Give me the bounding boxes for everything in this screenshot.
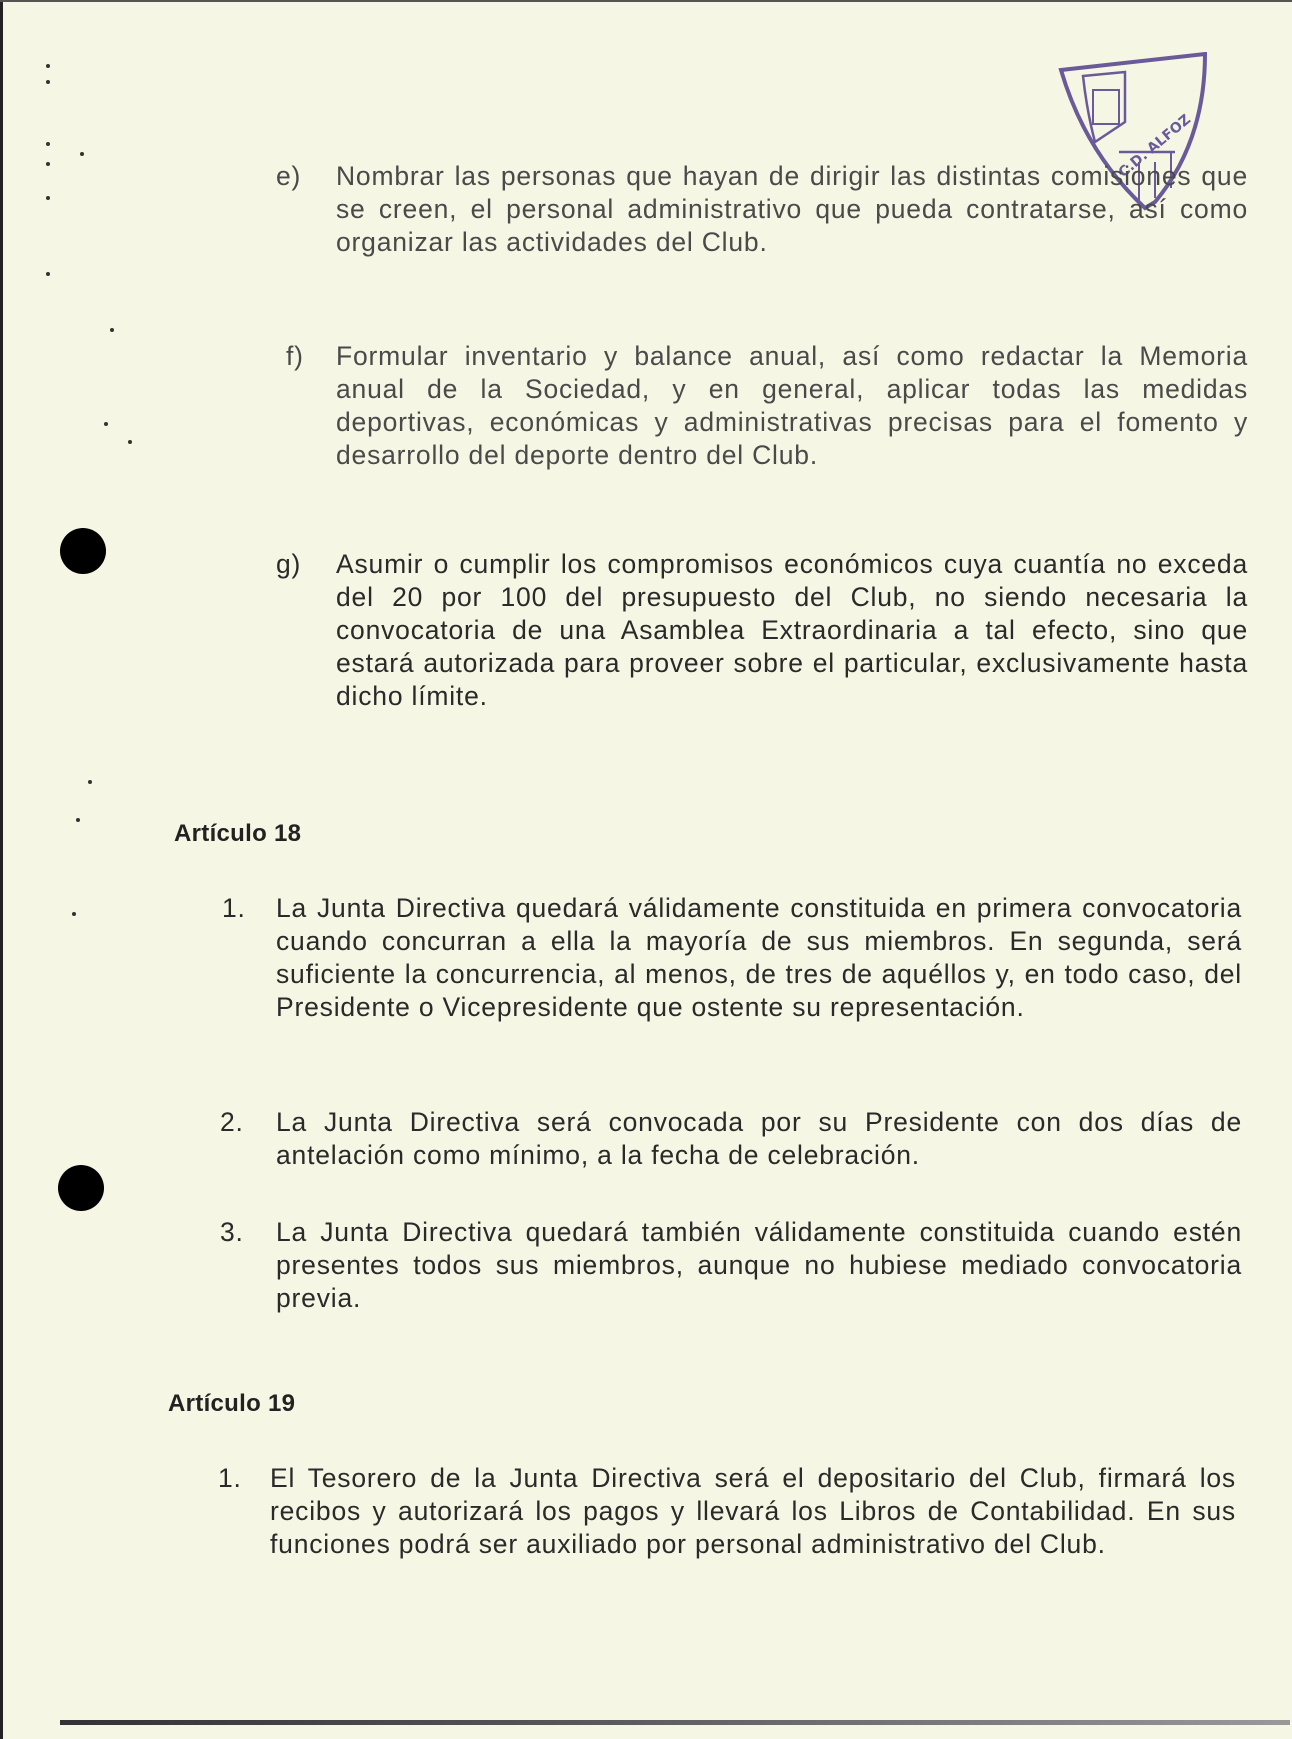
list-item-g <box>276 548 1248 713</box>
list-item-text: Nombrar las personas que hayan de dirigir las distintas comisiones que se creen, el personal administrativo que pueda contratarse, así como organizar las actividades del Club. <box>336 161 1248 257</box>
list-item-text: La Junta Directiva quedará válidamente constituida en primera convocatoria cuando concurran a ella la mayoría de sus miembros. En segunda, será suficiente la concurrencia, al menos, de tres de aquéllos y, en todo caso, del Presidente o Vicepresidente que ostente su representación. <box>276 893 1242 1022</box>
page-edge-top <box>0 0 1292 2</box>
list-item-label: 2. <box>220 1107 244 1137</box>
list-item-text: La Junta Directiva será convocada por su Presidente con dos días de antelación como mínimo, a la fecha de celebración. <box>276 1107 1242 1170</box>
speck <box>46 162 50 166</box>
article-19-item-1 <box>218 1462 1236 1561</box>
list-item-f <box>286 340 1248 472</box>
punch-hole-icon <box>58 1165 104 1211</box>
speck <box>76 818 80 822</box>
list-item-text: La Junta Directiva quedará también válidamente constituida cuando estén presentes todos sus miembros, aunque no hubiese mediado convocatoria previa. <box>276 1217 1242 1313</box>
list-item-e <box>276 160 1248 259</box>
speck <box>46 142 50 146</box>
speck <box>88 780 92 784</box>
speck <box>128 440 132 444</box>
speck <box>46 64 50 68</box>
list-item-label: 1. <box>218 1463 242 1493</box>
list-item-text: Asumir o cumplir los compromisos económicos cuya cuantía no exceda del 20 por 100 del presupuesto del Club, no siendo necesaria la convocatoria de una Asamblea Extraordinaria a tal efecto, sino que estará autorizada para proveer sobre el particular, exclusivamente hasta dicho límite. <box>336 549 1248 711</box>
speck <box>80 152 84 156</box>
speck <box>46 80 50 84</box>
list-item-label: 1. <box>222 893 246 923</box>
article-19-title: Artículo 19 <box>168 1390 296 1417</box>
list-item-label: f) <box>286 341 304 371</box>
punch-hole-icon <box>60 528 106 574</box>
page-edge-left <box>0 0 3 1739</box>
list-item-text: Formular inventario y balance anual, así como redactar la Memoria anual de la Sociedad, y en general, aplicar todas las medidas deportivas, económicas y administrativas precisas para el fomento y desarrollo del deporte dentro del Club. <box>336 341 1248 470</box>
article-18-item-1 <box>222 892 1242 1024</box>
speck <box>104 422 108 426</box>
stamp-text: C.D. ALFOZ <box>1115 111 1194 181</box>
list-item-label: 3. <box>220 1217 244 1247</box>
bottom-rule <box>60 1720 1290 1725</box>
list-item-text: El Tesorero de la Junta Directiva será el depositario del Club, firmará los recibos y autorizará los pagos y llevará los Libros de Contabilidad. En sus funciones podrá ser auxiliado por personal administrativo del Club. <box>270 1463 1236 1559</box>
speck <box>110 328 114 332</box>
article-18-item-2 <box>220 1106 1242 1172</box>
speck <box>72 912 76 916</box>
list-item-label: g) <box>276 549 302 579</box>
list-item-label: e) <box>276 161 302 191</box>
speck <box>46 196 50 200</box>
article-18-item-3 <box>220 1216 1242 1315</box>
speck <box>46 272 50 276</box>
article-18-title: Artículo 18 <box>174 820 302 847</box>
